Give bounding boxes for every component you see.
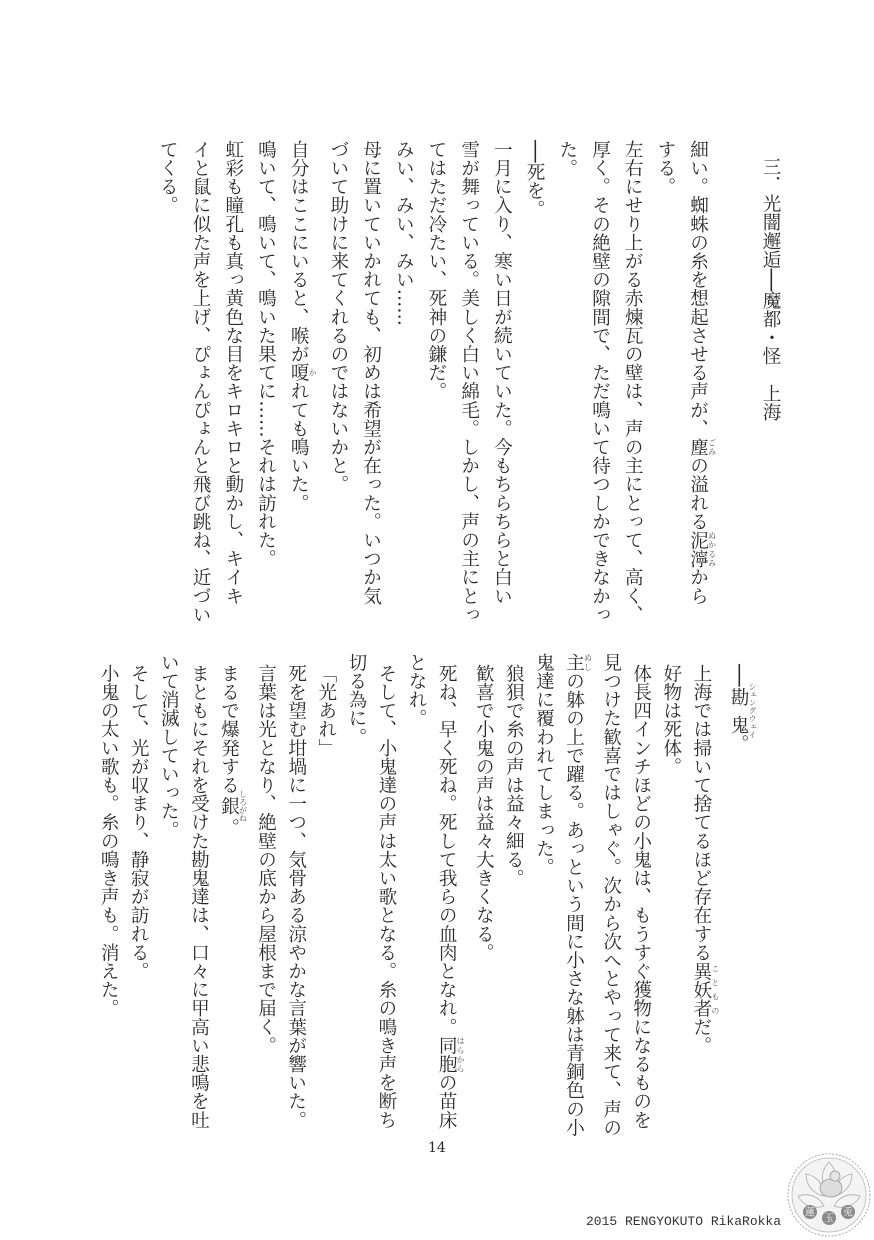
text-segment: 厚く。その絶壁の隙間で、ただ鳴いて待つしかできなかっ bbox=[589, 140, 611, 624]
text-column bbox=[216, 140, 249, 610]
text-column bbox=[321, 140, 354, 610]
text-segment: イと鼠に似た声を上げ、ぴょんぴょんと飛び跳ね、近づい bbox=[190, 140, 212, 624]
text-segment: ── bbox=[728, 664, 749, 687]
ruby-reading: しろがね bbox=[238, 790, 248, 823]
text-column bbox=[656, 653, 686, 1133]
page-number: 14 bbox=[428, 1140, 446, 1156]
text-column bbox=[183, 653, 213, 1133]
svg-text:蓮: 蓮 bbox=[805, 1207, 815, 1219]
text-segment: 左右にせり上がる赤煉瓦の壁は、声の主にとって、高く、 bbox=[622, 140, 644, 624]
text-column bbox=[249, 140, 282, 610]
text-segment: 細い。蜘蛛の糸を想起させる声が、 bbox=[687, 140, 709, 438]
ruby-base: 同胞 bbox=[436, 1036, 458, 1074]
text-segment: の苗床 bbox=[436, 1073, 458, 1130]
text-segment: てくる。 bbox=[157, 140, 179, 215]
text-column bbox=[723, 653, 760, 1133]
ruby-reading: ぬかるみ bbox=[707, 530, 717, 568]
ruby-base: 銀 bbox=[218, 790, 240, 823]
ruby-reading: ぬし bbox=[583, 653, 593, 672]
text-segment: た。 bbox=[556, 140, 578, 178]
text-column bbox=[550, 140, 583, 610]
text-column bbox=[681, 140, 721, 610]
text-segment: みい、みい、みい…… bbox=[393, 140, 415, 326]
text-segment: 上海では掃いて捨てるほど存在する bbox=[690, 664, 712, 962]
text-column bbox=[387, 140, 420, 610]
text-column bbox=[596, 653, 626, 1137]
text-column bbox=[354, 140, 387, 610]
text-segment: そして、小鬼達の声は太い歌となる。糸の鳴き声を断ち bbox=[375, 664, 397, 1130]
text-column bbox=[452, 140, 485, 624]
rengyokuto-logo-icon bbox=[786, 1152, 872, 1238]
text-segment: 一月に入り、寒い日が続いていた。今もちらちらと白い bbox=[491, 140, 513, 605]
text-segment: 。 bbox=[728, 734, 749, 754]
text-segment: の溢れる bbox=[687, 456, 709, 531]
text-segment: そして、光が収まり、静寂が訪れる。 bbox=[128, 664, 150, 981]
text-column bbox=[123, 653, 153, 1133]
text-segment: てはただ冷たい、死神の鎌だ。 bbox=[425, 140, 447, 401]
text-column bbox=[151, 140, 184, 610]
text-segment: 小鬼の太い歌も。糸の鳴き声も。消えた。 bbox=[98, 664, 120, 1018]
ruby-base: 嗄 bbox=[288, 363, 310, 382]
title-spacer bbox=[721, 140, 754, 610]
ruby-annotated-word bbox=[288, 363, 318, 382]
text-segment: 狼狽で糸の声は益々細る。 bbox=[503, 664, 525, 888]
text-segment: 。 bbox=[218, 818, 240, 837]
text-segment: 鳴いて、鳴いて、鳴いた果てに……それは訪れた。 bbox=[255, 140, 277, 568]
text-column bbox=[213, 653, 250, 1133]
text-column bbox=[517, 140, 550, 610]
footer-credit: 2015 RENGYOKUTO RikaRokka bbox=[586, 1214, 782, 1229]
text-segment: 好物は死体。 bbox=[660, 664, 682, 776]
text-segment: まともにそれを受けた勘鬼達は、口々に甲高い悲鳴を吐 bbox=[188, 664, 210, 1130]
text-column bbox=[468, 653, 498, 1133]
ruby-annotated-word bbox=[728, 682, 757, 739]
text-column bbox=[616, 140, 649, 624]
text-column bbox=[371, 653, 401, 1133]
chapter-text-top bbox=[151, 140, 786, 624]
text-column bbox=[648, 140, 681, 610]
ruby-annotated-word bbox=[690, 961, 720, 1018]
text-segment: 切る為に。 bbox=[345, 653, 367, 746]
text-segment: 鬼達に覆われてしまった。 bbox=[533, 653, 555, 877]
ruby-base: 主 bbox=[563, 653, 585, 672]
text-segment: いて消滅していった。 bbox=[158, 653, 180, 839]
text-column bbox=[311, 653, 341, 1133]
text-segment: 歓喜で小鬼の声は益々大きくなる。 bbox=[473, 664, 495, 962]
ruby-base: 勘鬼 bbox=[728, 682, 749, 739]
chapter-text-bottom bbox=[93, 653, 760, 1137]
chapter-title: 三．光闇邂逅──魔都・怪 上海 bbox=[760, 156, 781, 421]
text-segment: づいて助けに来てくれるのではないかと。 bbox=[327, 140, 349, 494]
text-column bbox=[558, 653, 595, 1137]
text-column bbox=[153, 653, 183, 1133]
text-segment: 体長四インチほどの小鬼は、もうすぐ獲物になるものを bbox=[630, 664, 652, 1130]
text-segment: 虹彩も瞳孔も真っ黄色な目をキロキロと動かし、キイキ bbox=[222, 140, 244, 605]
ruby-annotated-word bbox=[563, 653, 593, 672]
ruby-annotated-word bbox=[436, 1036, 466, 1074]
text-segment: 死を望む坩堝に一つ、気骨ある涼やかな言葉が響いた。 bbox=[285, 664, 307, 1130]
text-column bbox=[183, 140, 216, 624]
svg-text:兎: 兎 bbox=[843, 1207, 853, 1219]
text-column bbox=[419, 140, 452, 610]
text-segment: だ。 bbox=[690, 1017, 712, 1055]
text-column bbox=[341, 653, 371, 1133]
ruby-annotated-word bbox=[687, 437, 717, 457]
ruby-reading: こともの bbox=[710, 961, 720, 1018]
ruby-reading: はらから bbox=[456, 1036, 466, 1074]
svg-text:玉: 玉 bbox=[824, 1213, 834, 1225]
text-column bbox=[485, 140, 518, 610]
ruby-base: 塵 bbox=[687, 437, 709, 457]
text-column bbox=[583, 140, 616, 624]
ruby-base: 泥濘 bbox=[687, 530, 709, 568]
text-column bbox=[528, 653, 558, 1133]
text-segment: 母に置いていかれても、初めは希望が在った。いつか気 bbox=[360, 140, 382, 605]
text-column bbox=[686, 653, 723, 1133]
ruby-reading: か bbox=[308, 363, 318, 382]
text-segment: 雪が舞っている。美しく白い綿毛。しかし、声の主にとっ bbox=[458, 140, 480, 624]
text-segment: する。 bbox=[654, 140, 676, 196]
text-segment: まるで爆発する bbox=[218, 664, 240, 795]
text-column bbox=[498, 653, 528, 1133]
text-column bbox=[281, 653, 311, 1133]
text-column bbox=[251, 653, 281, 1133]
text-segment: 言葉は光となり、絶壁の底から屋根まで届く。 bbox=[255, 664, 277, 1055]
text-segment: ──死を。 bbox=[524, 140, 546, 219]
text-column bbox=[401, 653, 431, 1133]
text-segment: の躰の上で躍る。あっという間に小さな躰は青銅色の小 bbox=[563, 671, 585, 1137]
text-segment: れても鳴いた。 bbox=[288, 381, 310, 513]
text-segment: から bbox=[687, 567, 709, 606]
ruby-annotated-word bbox=[687, 530, 717, 568]
ruby-base: 異妖者 bbox=[690, 961, 712, 1018]
text-column bbox=[431, 653, 468, 1133]
text-column bbox=[93, 653, 123, 1133]
text-segment: 見つけた歓喜ではしゃぐ。次から次へとやって来て、声の bbox=[600, 653, 622, 1137]
ruby-annotated-word bbox=[218, 790, 248, 823]
text-segment: 「光あれ」 bbox=[315, 664, 337, 758]
text-column bbox=[626, 653, 656, 1133]
text-segment: となれ。 bbox=[406, 653, 428, 728]
ruby-reading: ごみ bbox=[707, 437, 717, 457]
text-segment: 自分はここにいると、喉が bbox=[288, 140, 310, 364]
text-column bbox=[281, 140, 321, 610]
ruby-reading: シェングウェイ bbox=[748, 682, 757, 739]
text-segment: 死ね、早く死ね。死して我らの血肉となれ。 bbox=[436, 664, 458, 1037]
